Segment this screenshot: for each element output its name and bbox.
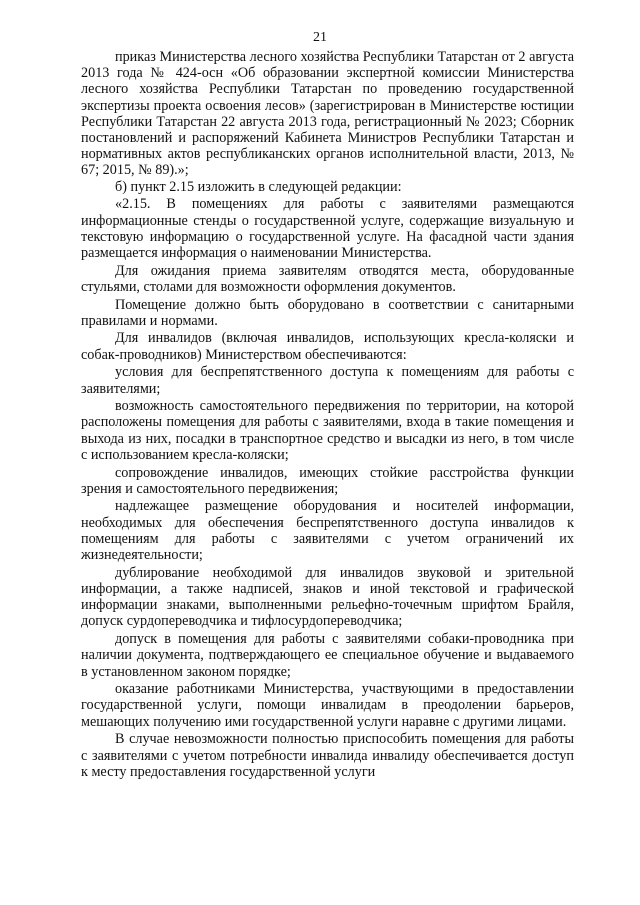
paragraph-disabled-access-intro: Для инвалидов (включая инвалидов, использующих кресла-коляски и собак-проводников) Министерством обеспечиваются: xyxy=(81,330,574,363)
paragraph-waiting-places: Для ожидания приема заявителям отводятся места, оборудованные стульями, столами для возможности оформления документов. xyxy=(81,262,574,295)
list-item-independent-movement: возможность самостоятельного передвижения по территории, на которой расположены помещения для работы с заявителями, входа в такие помещения и выхода из них, посадки в транспортное средство и высадки из него, в том числе с использованием кресла-коляски; xyxy=(81,398,574,463)
paragraph-order-reference: приказ Министерства лесного хозяйства Республики Татарстан от 2 августа 2013 года № 424-осн «Об образовании экспертной комиссии Министерства лесного хозяйства Республики Татарстан по проведению государственной экспертизы проекта освоения лесов» (зарегистрирован в Министерстве юстиции Республики Татарстан 22 августа 2013 года, регистрационный № 2023; Сборник постановлений и распоряжений Кабинета Министров Республики Татарстан и нормативных актов республиканских органов исполнительной власти, 2013, № 67; 2015, № 89).»; xyxy=(81,49,574,179)
list-item-guide-dog: допуск в помещения для работы с заявителями собаки-проводника при наличии документа, подтверждающего ее специальное обучение и выдаваемого в установленном законом порядке; xyxy=(81,631,574,680)
paragraph-amendment-b: б) пункт 2.15 изложить в следующей редакции: xyxy=(115,178,402,195)
list-item-escort: сопровождение инвалидов, имеющих стойкие расстройства функции зрения и самостоятельного передвижения; xyxy=(81,464,574,497)
list-item-information-duplication: дублирование необходимой для инвалидов звуковой и зрительной информации, а также надписей, знаков и иной текстовой и графической информации знаками, выполненными рельефно-точечным шрифтом Брайля, допуск сурдопереводчика и тифлосурдопереводчика; xyxy=(81,564,574,630)
page-number: 21 xyxy=(313,30,327,45)
paragraph-sanitary-rules: Помещение должно быть оборудовано в соответствии с санитарными правилами и нормами. xyxy=(81,296,574,329)
paragraph-impossibility-case: В случае невозможности полностью приспособить помещения для работы с заявителями с учетом потребности инвалида инвалиду обеспечивается доступ к месту предоставления государственной услуги xyxy=(81,731,574,780)
list-item-staff-assistance: оказание работниками Министерства, участвующими в предоставлении государственной услуги, помощи инвалидам в преодолении барьеров, мешающих получению ими государственной услуги наравне с другими лицами. xyxy=(81,681,574,730)
list-item-access-conditions: условия для беспрепятственного доступа к помещениям для работы с заявителями; xyxy=(81,364,574,397)
paragraph-2-15: «2.15. В помещениях для работы с заявителями размещаются информационные стенды о государственной услуге, содержащие визуальную и текстовую информацию о государственной услуге. На фасадной части здания размещается информация о наименовании Министерства. xyxy=(81,196,574,261)
list-item-equipment-placement: надлежащее размещение оборудования и носителей информации, необходимых для обеспечения беспрепятственного доступа инвалидов к помещениям для работы с заявителями с учетом ограничений их жизнедеятельности; xyxy=(81,498,574,564)
body-text xyxy=(81,49,574,780)
